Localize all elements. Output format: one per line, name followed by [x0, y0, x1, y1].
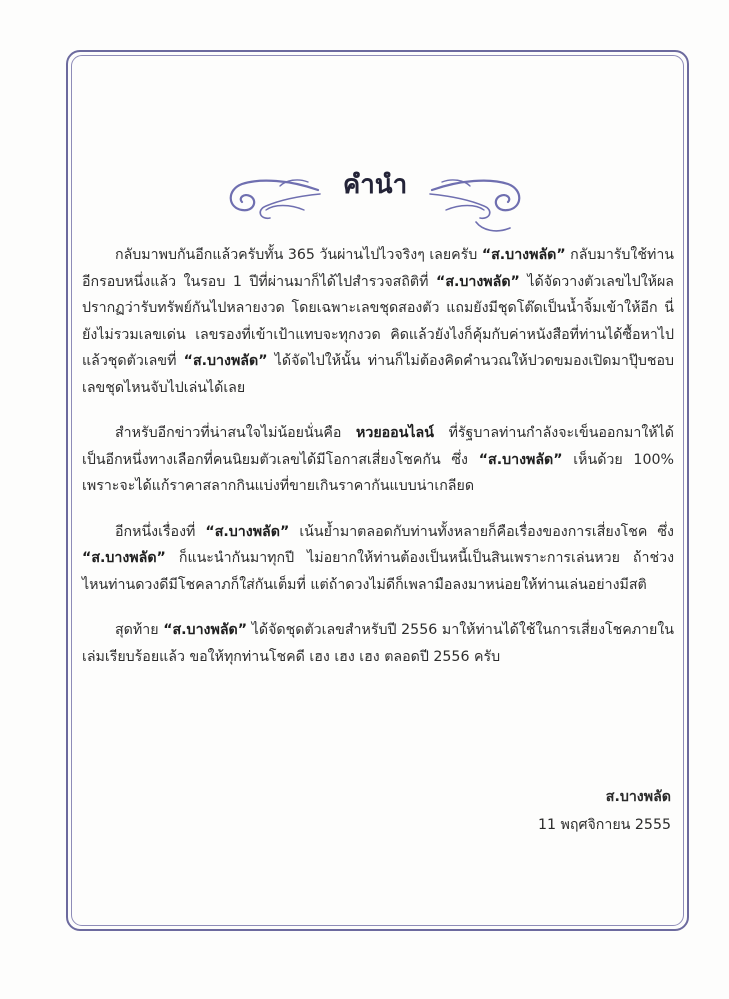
paragraph	[82, 420, 674, 500]
text-run: ได้จัดชุดตัวเลขสำหรับปี 2556 มาให้ท่านได้ใช้ในการเสี่ยงโชคภายในเล่มเรียบร้อยแล้ว ขอให้ทุกท่านโชคดี เฮง เฮง เฮง ตลอดปี 2556 ครับ	[82, 622, 674, 665]
text-run: สุดท้าย	[115, 622, 164, 638]
text-run: กลับมารับใช้ท่านอีกรอบหนึ่งแล้ว ในรอบ 1 ปีที่ผ่านมาก็ได้ไปสำรวจสถิติที่	[82, 247, 674, 290]
text-run: สำหรับอีกข่าวที่น่าสนใจไม่น้อยนั่นคือ	[115, 425, 357, 441]
body-text	[82, 242, 674, 689]
bold-text: “ส.บางพลัด”	[481, 247, 566, 263]
text-run: เห็นด้วย 100% เพราะจะได้แก้ราคาสลากกินแบ่งที่ขายเกินราคากันแบบน่าเกลียด	[82, 451, 674, 494]
text-run: อีกหนึ่งเรื่องที่	[115, 523, 206, 540]
signature-block	[538, 783, 671, 839]
text-run: ได้จัดวางตัวเลขไปให้ผลปรากฏว่ารับทรัพย์กันไปหลายงวด โดยเฉพาะเลขชุดสองตัว แถมยังมีชุดโต๊ดเป็นน้ำจิ้มเข้าให้อีก นี่ยังไม่รวมเลขเด่น เลขรองที่เข้าเป้าแทบจะทุกงวด คิดแล้วยังไงก็คุ้มกับค่าหนังสือที่ท่านได้ซื้อหาไป แล้วชุดตัวเลขที่	[82, 273, 674, 369]
bold-text: “ส.บางพลัด”	[82, 550, 166, 566]
paragraph	[82, 617, 674, 670]
text-run: ก็แนะนำกันมาทุกปี ไม่อยากให้ท่านต้องเป็นหนี้เป็นสินเพราะการเล่นหวย ถ้าช่วงไหนท่านดวงดีมีโชคลาภก็ใส่กันเต็มที่ แต่ถ้าดวงไม่ดีก็เพลามือลงมาหน่อยให้ท่านเล่นอย่างมีสติ	[82, 550, 674, 593]
page-title: คำนำ	[342, 170, 408, 200]
bold-text: “ส.บางพลัด”	[183, 353, 268, 369]
bold-text: หวยออนไลน์	[356, 425, 434, 441]
text-run: ที่รัฐบาลท่านกำลังจะเข็นออกมาให้ได้เป็นอีกหนึ่งทางเลือกที่คนนิยมตัวเลขได้มีโอกาสเสี่ยงโชคกัน ซึ่ง	[82, 425, 674, 468]
bold-text: “ส.บางพลัด”	[163, 622, 248, 638]
paragraph	[82, 519, 674, 599]
title-block	[220, 160, 530, 240]
bold-text: “ส.บางพลัด”	[436, 273, 520, 290]
text-run: เน้นย้ำมาตลอดกับท่านทั้งหลายก็คือเรื่องของการเสี่ยงโชค ซึ่ง	[289, 523, 674, 540]
signature-date: 11 พฤศจิกายน 2555	[537, 817, 671, 833]
bold-text: “ส.บางพลัด”	[205, 523, 290, 540]
paragraph	[82, 242, 674, 401]
author-name: ส.บางพลัด	[605, 789, 671, 805]
text-run: ได้จัดไปให้นั้น ท่านก็ไม่ต้องคิดคำนวณให้ปวดขมองเปิดมาปุ๊บชอบเลขชุดไหนจับไปเล่นได้เลย	[82, 353, 674, 396]
bold-text: “ส.บางพลัด”	[478, 451, 563, 468]
text-run: กลับมาพบกันอีกแล้วครับทั้น 365 วันผ่านไปไวจริงๆ เลยครับ	[115, 247, 482, 263]
